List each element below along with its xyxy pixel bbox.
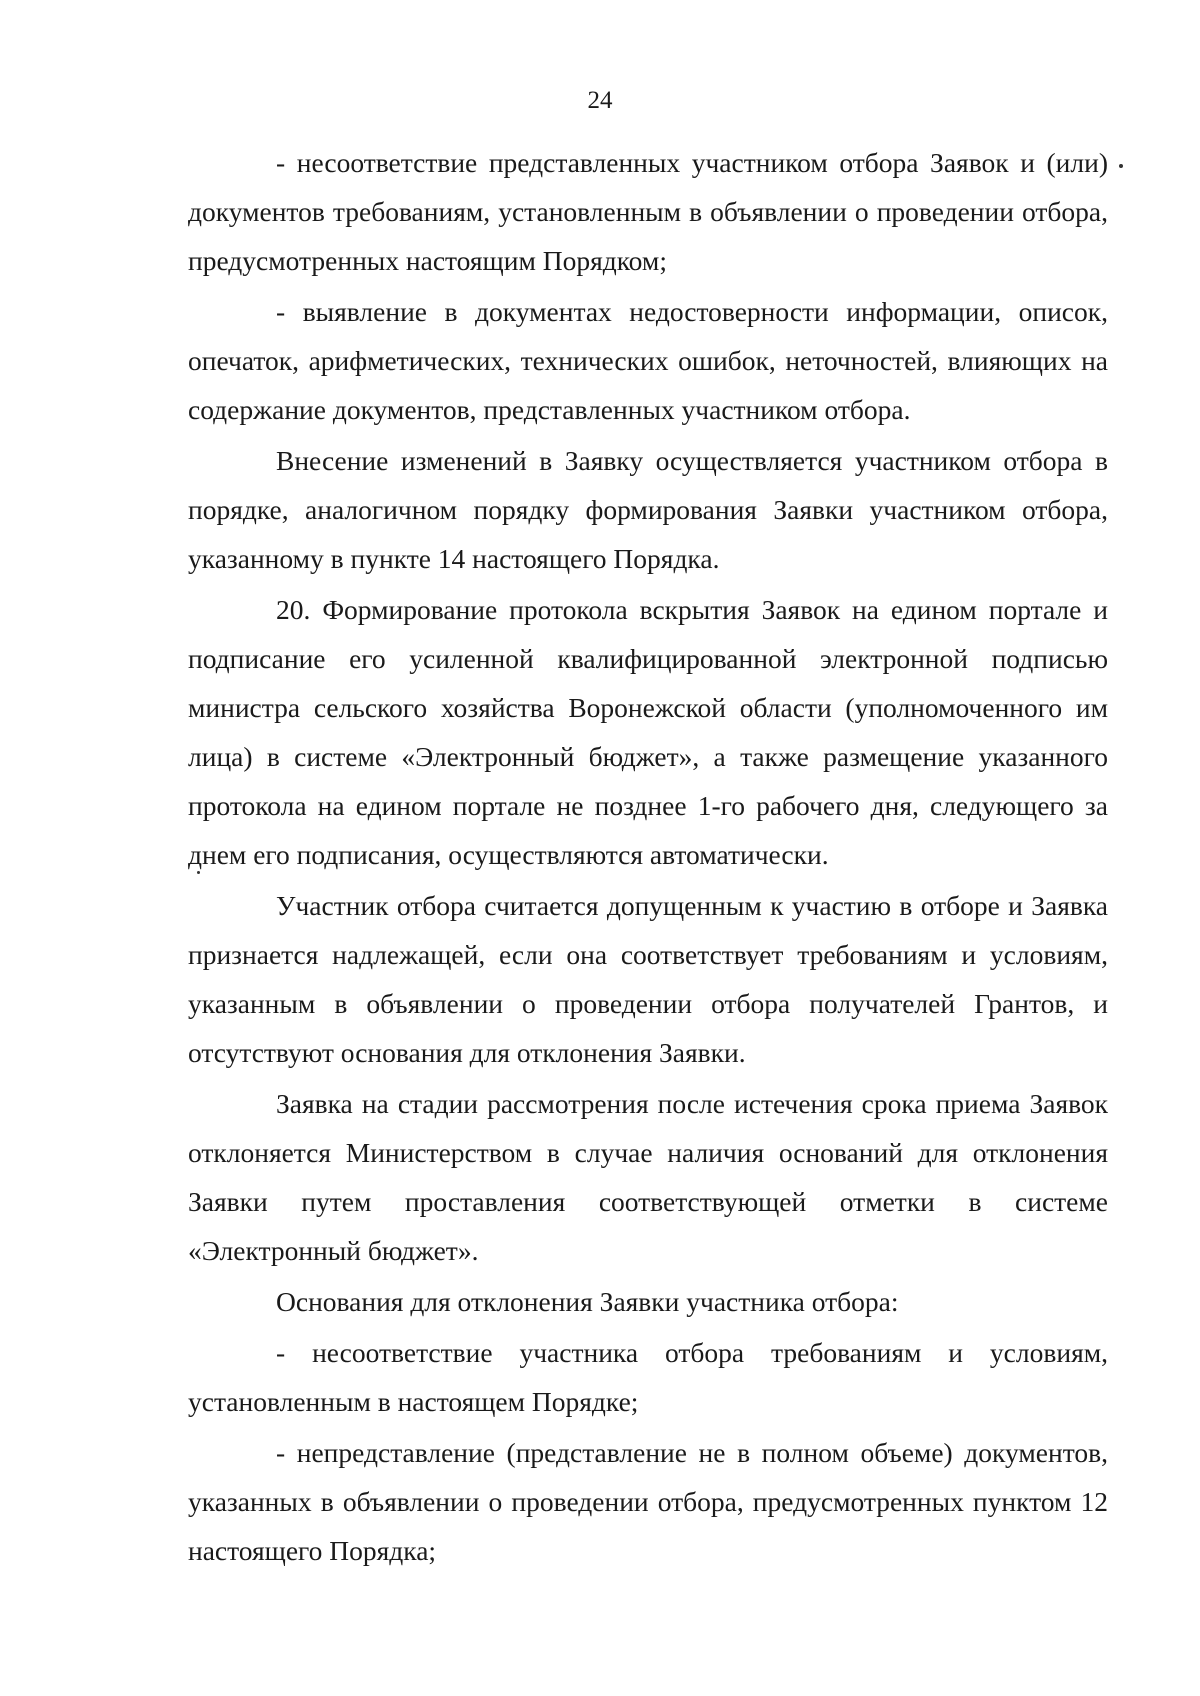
scan-dot-mark: [1119, 164, 1123, 168]
document-body: [188, 138, 1108, 1575]
paragraph-9: - непредставление (представление не в полном объеме) документов, указанных в объявлении о проведении отбора, предусмотренных пунктом 12 настоящего Порядка;: [188, 1437, 1108, 1566]
paragraph-4: 20. Формирование протокола вскрытия Заявок на едином портале и подписание его усиленной квалифицированной электронной подписью министра сельского хозяйства Воронежской области (уполномоченного им лица) в системе «Электронный бюджет», а также размещение указанного протокола на едином портале не позднее 1-го рабочего дня, следующего за днем его подписания, осуществляются автоматически.: [188, 594, 1108, 870]
paragraph-8: - несоответствие участника отбора требованиям и условиям, установленным в настоящем Порядке;: [188, 1337, 1108, 1417]
page-number: 24: [587, 87, 613, 114]
paragraph-5: Участник отбора считается допущенным к участию в отборе и Заявка признается надлежащей, если она соответствует требованиям и условиям, указанным в объявлении о проведении отбора получателей Грантов, и отсутствуют основания для отклонения Заявки.: [188, 890, 1108, 1068]
paragraph-6: Заявка на стадии рассмотрения после истечения срока приема Заявок отклоняется Министерством в случае наличия оснований для отклонения Заявки путем проставления соответствующей отметки в системе «Электронный бюджет».: [188, 1088, 1108, 1266]
scan-dot-mark: [197, 871, 200, 874]
paragraph-7: Основания для отклонения Заявки участника отбора:: [276, 1286, 899, 1317]
paragraph-2: - выявление в документах недостоверности информации, описок, опечаток, арифметических, технических ошибок, неточностей, влияющих на содержание документов, представленных участником отбора.: [188, 296, 1108, 425]
paragraph-3: Внесение изменений в Заявку осуществляется участником отбора в порядке, аналогичном порядку формирования Заявки участником отбора, указанному в пункте 14 настоящего Порядка.: [188, 445, 1108, 574]
paragraph-1: - несоответствие представленных участником отбора Заявок и (или) документов требованиям, установленным в объявлении о проведении отбора, предусмотренных настоящим Порядком;: [188, 147, 1108, 276]
